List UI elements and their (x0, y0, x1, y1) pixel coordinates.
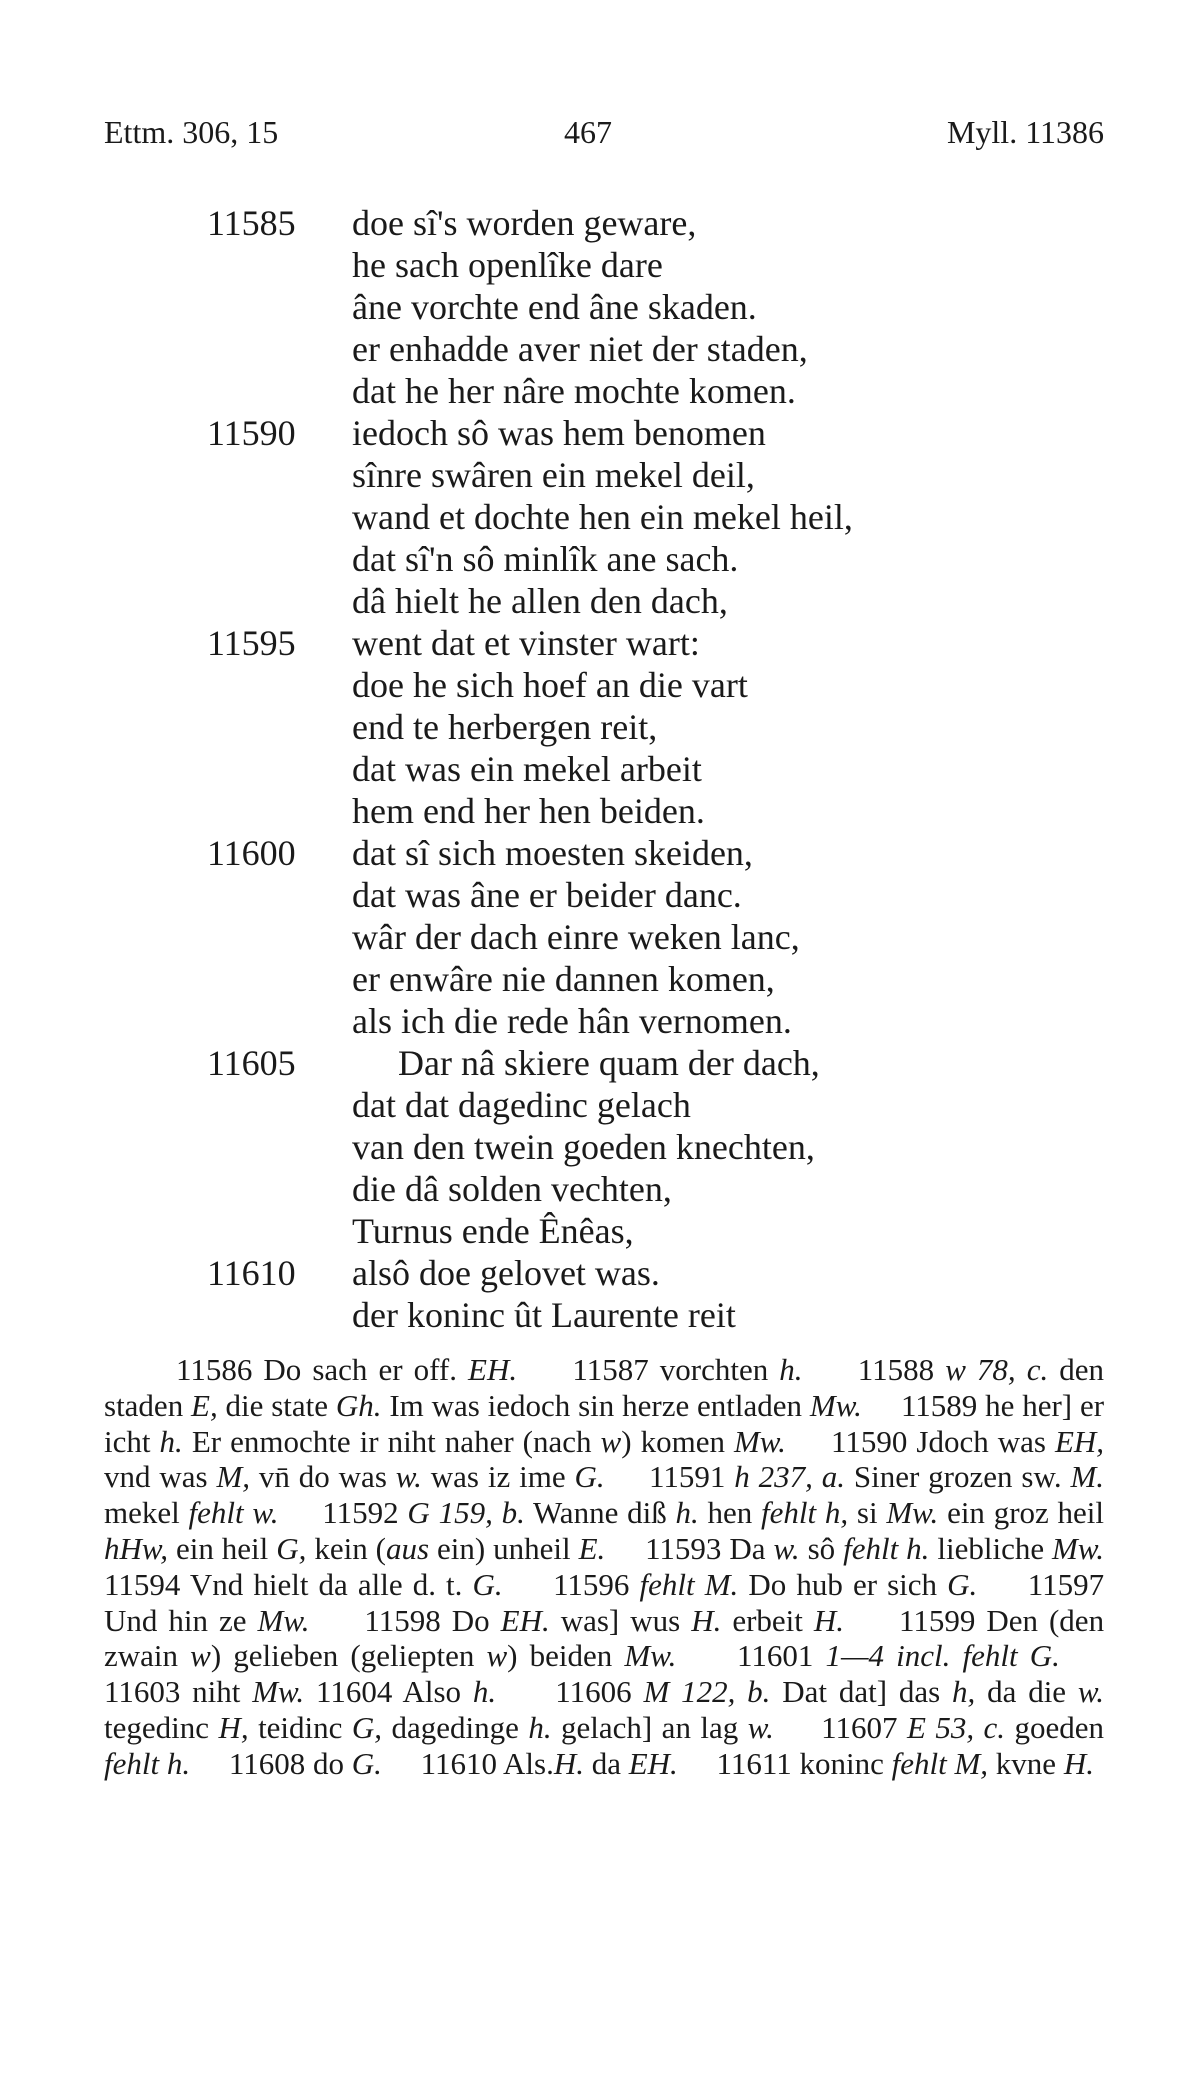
note-text: tegedinc (104, 1709, 210, 1745)
verse-line (0, 412, 1200, 454)
verse-line (0, 1000, 1200, 1042)
verse-line (0, 1294, 1200, 1336)
siglum: EH. (468, 1352, 518, 1387)
note-text: ein) unheil (437, 1530, 571, 1566)
note-text: sô (807, 1530, 836, 1566)
verse-line (0, 622, 1200, 664)
siglum: M. (1070, 1459, 1105, 1495)
verse-text: he sach openlîke dare (352, 245, 663, 285)
verse-line (0, 748, 1200, 790)
note-text: da die (987, 1674, 1067, 1710)
note-text: die state (225, 1387, 329, 1423)
note-text: 11607 (821, 1709, 898, 1745)
note-text: hen (707, 1495, 753, 1531)
verse-line (0, 790, 1200, 832)
siglum: G. (574, 1459, 605, 1495)
siglum: fehlt M, (891, 1745, 989, 1781)
note-text: 11588 (857, 1352, 935, 1387)
note-text: 11598 Do (364, 1602, 490, 1638)
siglum: w. (773, 1530, 800, 1566)
verse-text: er enhadde aver niet der staden, (352, 329, 808, 369)
siglum: Mw. (809, 1387, 862, 1423)
siglum: h. (159, 1423, 183, 1459)
siglum: E. (578, 1530, 606, 1566)
note-text: 11592 (322, 1495, 399, 1531)
siglum: H. (691, 1602, 722, 1638)
siglum: M, (216, 1459, 251, 1495)
verse-text: die dâ solden vechten, (352, 1169, 672, 1209)
verse-number: 11600 (207, 833, 296, 873)
siglum: fehlt h. (843, 1530, 930, 1566)
siglum: G. (472, 1566, 503, 1602)
siglum: h. (675, 1495, 699, 1531)
siglum: E, (191, 1387, 218, 1423)
verse-text: hem end her hen beiden. (352, 791, 705, 831)
verse-number: 11595 (207, 623, 296, 663)
siglum: w. (1077, 1674, 1105, 1710)
header-right-reference: Myll. 11386 (946, 114, 1104, 150)
siglum: M 122, b. (643, 1674, 771, 1710)
siglum: h. (528, 1709, 552, 1745)
verse-line (0, 1210, 1200, 1252)
verse-line (0, 202, 1200, 244)
note-text: 11591 (649, 1459, 726, 1495)
note-text: 11590 Jdoch was (831, 1423, 1046, 1459)
verse-line (0, 496, 1200, 538)
verse-line (0, 244, 1200, 286)
verse-text: Dar nâ skiere quam der dach, (398, 1043, 820, 1083)
siglum: h, (952, 1674, 976, 1710)
siglum: H, (218, 1709, 249, 1745)
siglum: Mw. (252, 1674, 305, 1710)
note-text: Siner grozen sw. (853, 1459, 1062, 1495)
siglum: fehlt h, (761, 1495, 849, 1531)
critical-apparatus (104, 1352, 1104, 1782)
siglum: fehlt M. (639, 1566, 739, 1602)
verse-text: doe he sich hoef an die vart (352, 665, 748, 705)
siglum: E 53, c. (906, 1709, 1006, 1745)
note-text: kein ( (314, 1530, 386, 1566)
verse-line (0, 664, 1200, 706)
siglum: w. (395, 1459, 422, 1495)
note-text: 11597 Und hin ze (104, 1566, 1105, 1638)
verse-text: der koninc ût Laurente reit (352, 1295, 736, 1335)
note-text: vn̄ do was (258, 1459, 387, 1495)
verse-text: dat sî sich moesten skeiden, (352, 833, 753, 873)
siglum: Mw. (733, 1423, 786, 1459)
note-text: 11594 Vnd hielt da alle d. t. (104, 1566, 463, 1602)
verse-number: 11610 (207, 1253, 296, 1293)
verse-text: iedoch sô was hem benomen (352, 413, 766, 453)
verse-line (0, 874, 1200, 916)
note-text: dagedinge (391, 1709, 519, 1745)
verse-line (0, 328, 1200, 370)
note-text: 11596 (553, 1566, 630, 1602)
siglum: w. (747, 1709, 774, 1745)
siglum: w 78, c. (945, 1352, 1049, 1387)
verse-number: 11590 (207, 413, 296, 453)
note-text: Im was iedoch sin herze entladen (389, 1387, 803, 1423)
siglum: w (190, 1638, 211, 1674)
verse-text: went dat et vinster wart: (352, 623, 700, 663)
siglum: aus (385, 1530, 430, 1566)
verse-block (0, 202, 1200, 1336)
verse-text: er enwâre nie dannen komen, (352, 959, 775, 999)
note-text: Er enmochte ir niht naher (nach (191, 1423, 592, 1459)
note-text: Dat dat] das (782, 1674, 941, 1710)
verse-text: dat he her nâre mochte komen. (352, 371, 796, 411)
verse-text: dat sî'n sô minlîk ane sach. (352, 539, 739, 579)
note-text: goeden (1014, 1709, 1105, 1745)
verse-text: van den twein goeden knechten, (352, 1127, 815, 1167)
siglum: EH. (500, 1602, 550, 1638)
siglum: h 237, a. (734, 1459, 845, 1495)
note-text: ein groz heil (947, 1495, 1105, 1531)
note-text: 11593 Da (645, 1530, 766, 1566)
note-text: was iz ime (430, 1459, 566, 1495)
siglum: G, (351, 1709, 383, 1745)
siglum: Mw. (624, 1638, 677, 1674)
siglum: 1—4 incl. fehlt G. (825, 1638, 1060, 1674)
verse-text: wâr der dach einre weken lanc, (352, 917, 800, 957)
verse-text: dat was ein mekel arbeit (352, 749, 702, 789)
note-text: 11601 (736, 1638, 814, 1674)
verse-line (0, 286, 1200, 328)
note-text: Do hub er sich (748, 1566, 938, 1602)
note-text: si (856, 1495, 878, 1531)
note-text: was] wus (560, 1602, 681, 1638)
verse-text: âne vorchte end âne skaden. (352, 287, 757, 327)
siglum: Mw. (1052, 1530, 1104, 1566)
siglum: hHw, (104, 1530, 169, 1566)
header-left-reference: Ettm. 306, 15 (104, 114, 279, 150)
note-text: 11608 do (228, 1745, 344, 1781)
siglum: G 159, b. (407, 1495, 525, 1531)
verse-text: als ich die rede hân vernomen. (352, 1001, 792, 1041)
verse-line (0, 916, 1200, 958)
note-text: 11603 niht (104, 1674, 241, 1710)
siglum: w (600, 1423, 622, 1459)
note-text: ) gelieben (geliepten (210, 1638, 475, 1674)
note-text: ein heil (175, 1530, 269, 1566)
page-number: 467 (564, 114, 612, 150)
verse-text: sînre swâren ein mekel deil, (352, 455, 755, 495)
note-text: 11587 vorchten (572, 1352, 769, 1387)
verse-text: dat was âne er beider danc. (352, 875, 742, 915)
note-text: erbeit (732, 1602, 803, 1638)
verse-line (0, 706, 1200, 748)
siglum: fehlt h. (104, 1745, 191, 1781)
verse-line (0, 1168, 1200, 1210)
note-text: kvne (995, 1745, 1057, 1781)
verse-number: 11585 (207, 203, 296, 243)
note-text: ) beiden (507, 1638, 613, 1674)
note-text: den staden (104, 1352, 1105, 1423)
verse-text: end te herbergen reit, (352, 707, 658, 747)
verse-text: doe sî's worden geware, (352, 203, 697, 243)
note-text: ) komen (621, 1423, 725, 1459)
siglum: H. (553, 1745, 584, 1781)
note-text: 11604 Also (316, 1674, 462, 1710)
verse-line (0, 1042, 1200, 1084)
note-text: 11606 (555, 1674, 632, 1710)
siglum: EH. (628, 1745, 678, 1781)
siglum: G, (276, 1530, 307, 1566)
verse-line (0, 1126, 1200, 1168)
verse-text: dâ hielt he allen den dach, (352, 581, 728, 621)
verse-text: wand et dochte hen ein mekel heil, (352, 497, 853, 537)
siglum: Mw. (257, 1602, 310, 1638)
siglum: Gh. (335, 1387, 382, 1423)
note-text: 11586 Do sach er off. (176, 1352, 457, 1387)
note-text: Wanne diß (533, 1495, 667, 1531)
note-text: liebliche (937, 1530, 1045, 1566)
note-text: 11589 he her] er icht (104, 1387, 1105, 1459)
siglum: G. (351, 1745, 382, 1781)
siglum: EH, (1054, 1423, 1105, 1459)
note-text: gelach] an lag (561, 1709, 739, 1745)
note-text: teidinc (258, 1709, 343, 1745)
verse-line (0, 832, 1200, 874)
siglum: fehlt w. (188, 1495, 279, 1531)
note-text: vnd was (104, 1459, 208, 1495)
note-text: da (591, 1745, 621, 1781)
verse-line (0, 454, 1200, 496)
verse-text: alsô doe gelovet was. (352, 1253, 660, 1293)
verse-line (0, 370, 1200, 412)
siglum: G. (947, 1566, 978, 1602)
note-text: 11610 Als. (420, 1745, 554, 1781)
note-text: mekel (104, 1495, 180, 1531)
siglum: H. (813, 1602, 845, 1638)
verse-line (0, 580, 1200, 622)
verse-text: Turnus ende Ênêas, (352, 1211, 634, 1251)
siglum: Mw. (886, 1495, 939, 1531)
siglum: w (486, 1638, 508, 1674)
siglum: h. (779, 1352, 803, 1387)
siglum: h. (472, 1674, 497, 1710)
apparatus-paragraph (104, 1352, 1104, 1782)
verse-line (0, 1084, 1200, 1126)
verse-number: 11605 (207, 1043, 296, 1083)
verse-line (0, 958, 1200, 1000)
note-text: 11611 koninc (716, 1745, 884, 1781)
verse-line (0, 1252, 1200, 1294)
verse-line (0, 538, 1200, 580)
note-text: 11599 Den (den zwain (104, 1602, 1105, 1674)
verse-text: dat dat dagedinc gelach (352, 1085, 691, 1125)
siglum: H. (1063, 1745, 1094, 1781)
